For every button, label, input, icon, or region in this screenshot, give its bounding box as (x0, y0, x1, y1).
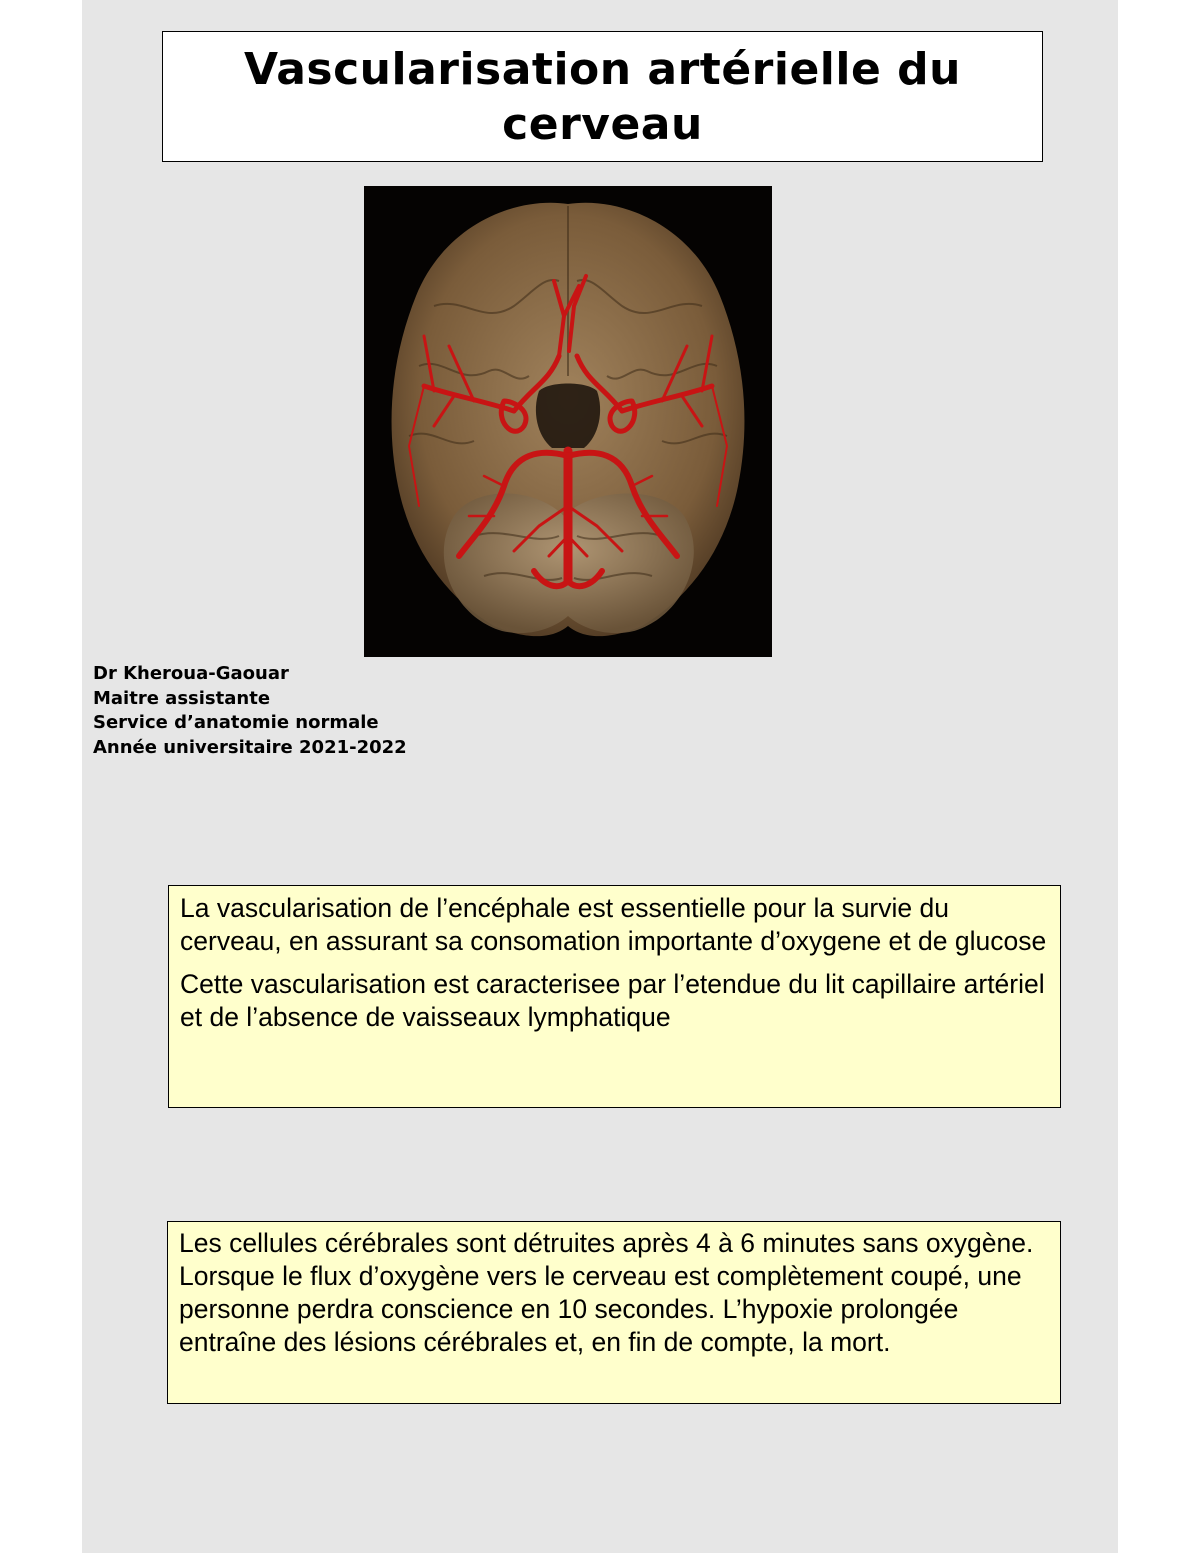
author-role: Maitre assistante (93, 687, 271, 709)
title-box (162, 31, 1043, 162)
author-name: Dr Kheroua-Gaouar (93, 663, 289, 684)
note-paragraph: La vascularisation de l’encéphale est essentielle pour la survie du cerveau, en assurant sa consomation importante d’oxygene et de glucose (180, 893, 1047, 956)
brain-arteries-illustration (364, 186, 772, 657)
note-paragraph: Les cellules cérébrales sont détruites après 4 à 6 minutes sans oxygène. Lorsque le flux d’oxygène vers le cerveau est complètement coupé, une personne perdra conscience en 10 secondes. L’hypoxie prolongée entraîne des lésions cérébrales et, en fin de compte, la mort. (179, 1228, 1034, 1357)
intro-note-box (168, 885, 1061, 1108)
brain-arteries-figure (364, 186, 772, 657)
author-block (93, 662, 407, 760)
academic-year: Année universitaire 2021-2022 (93, 736, 407, 758)
hypoxia-note-box (167, 1221, 1061, 1404)
note-paragraph: Cette vascularisation est caracterisee par l’etendue du lit capillaire artériel et de l’absence de vaisseaux lymphatique (180, 969, 1045, 1032)
page-title: Vascularisation artérielle du cerveau (244, 43, 961, 150)
author-department: Service d’anatomie normale (93, 712, 379, 733)
